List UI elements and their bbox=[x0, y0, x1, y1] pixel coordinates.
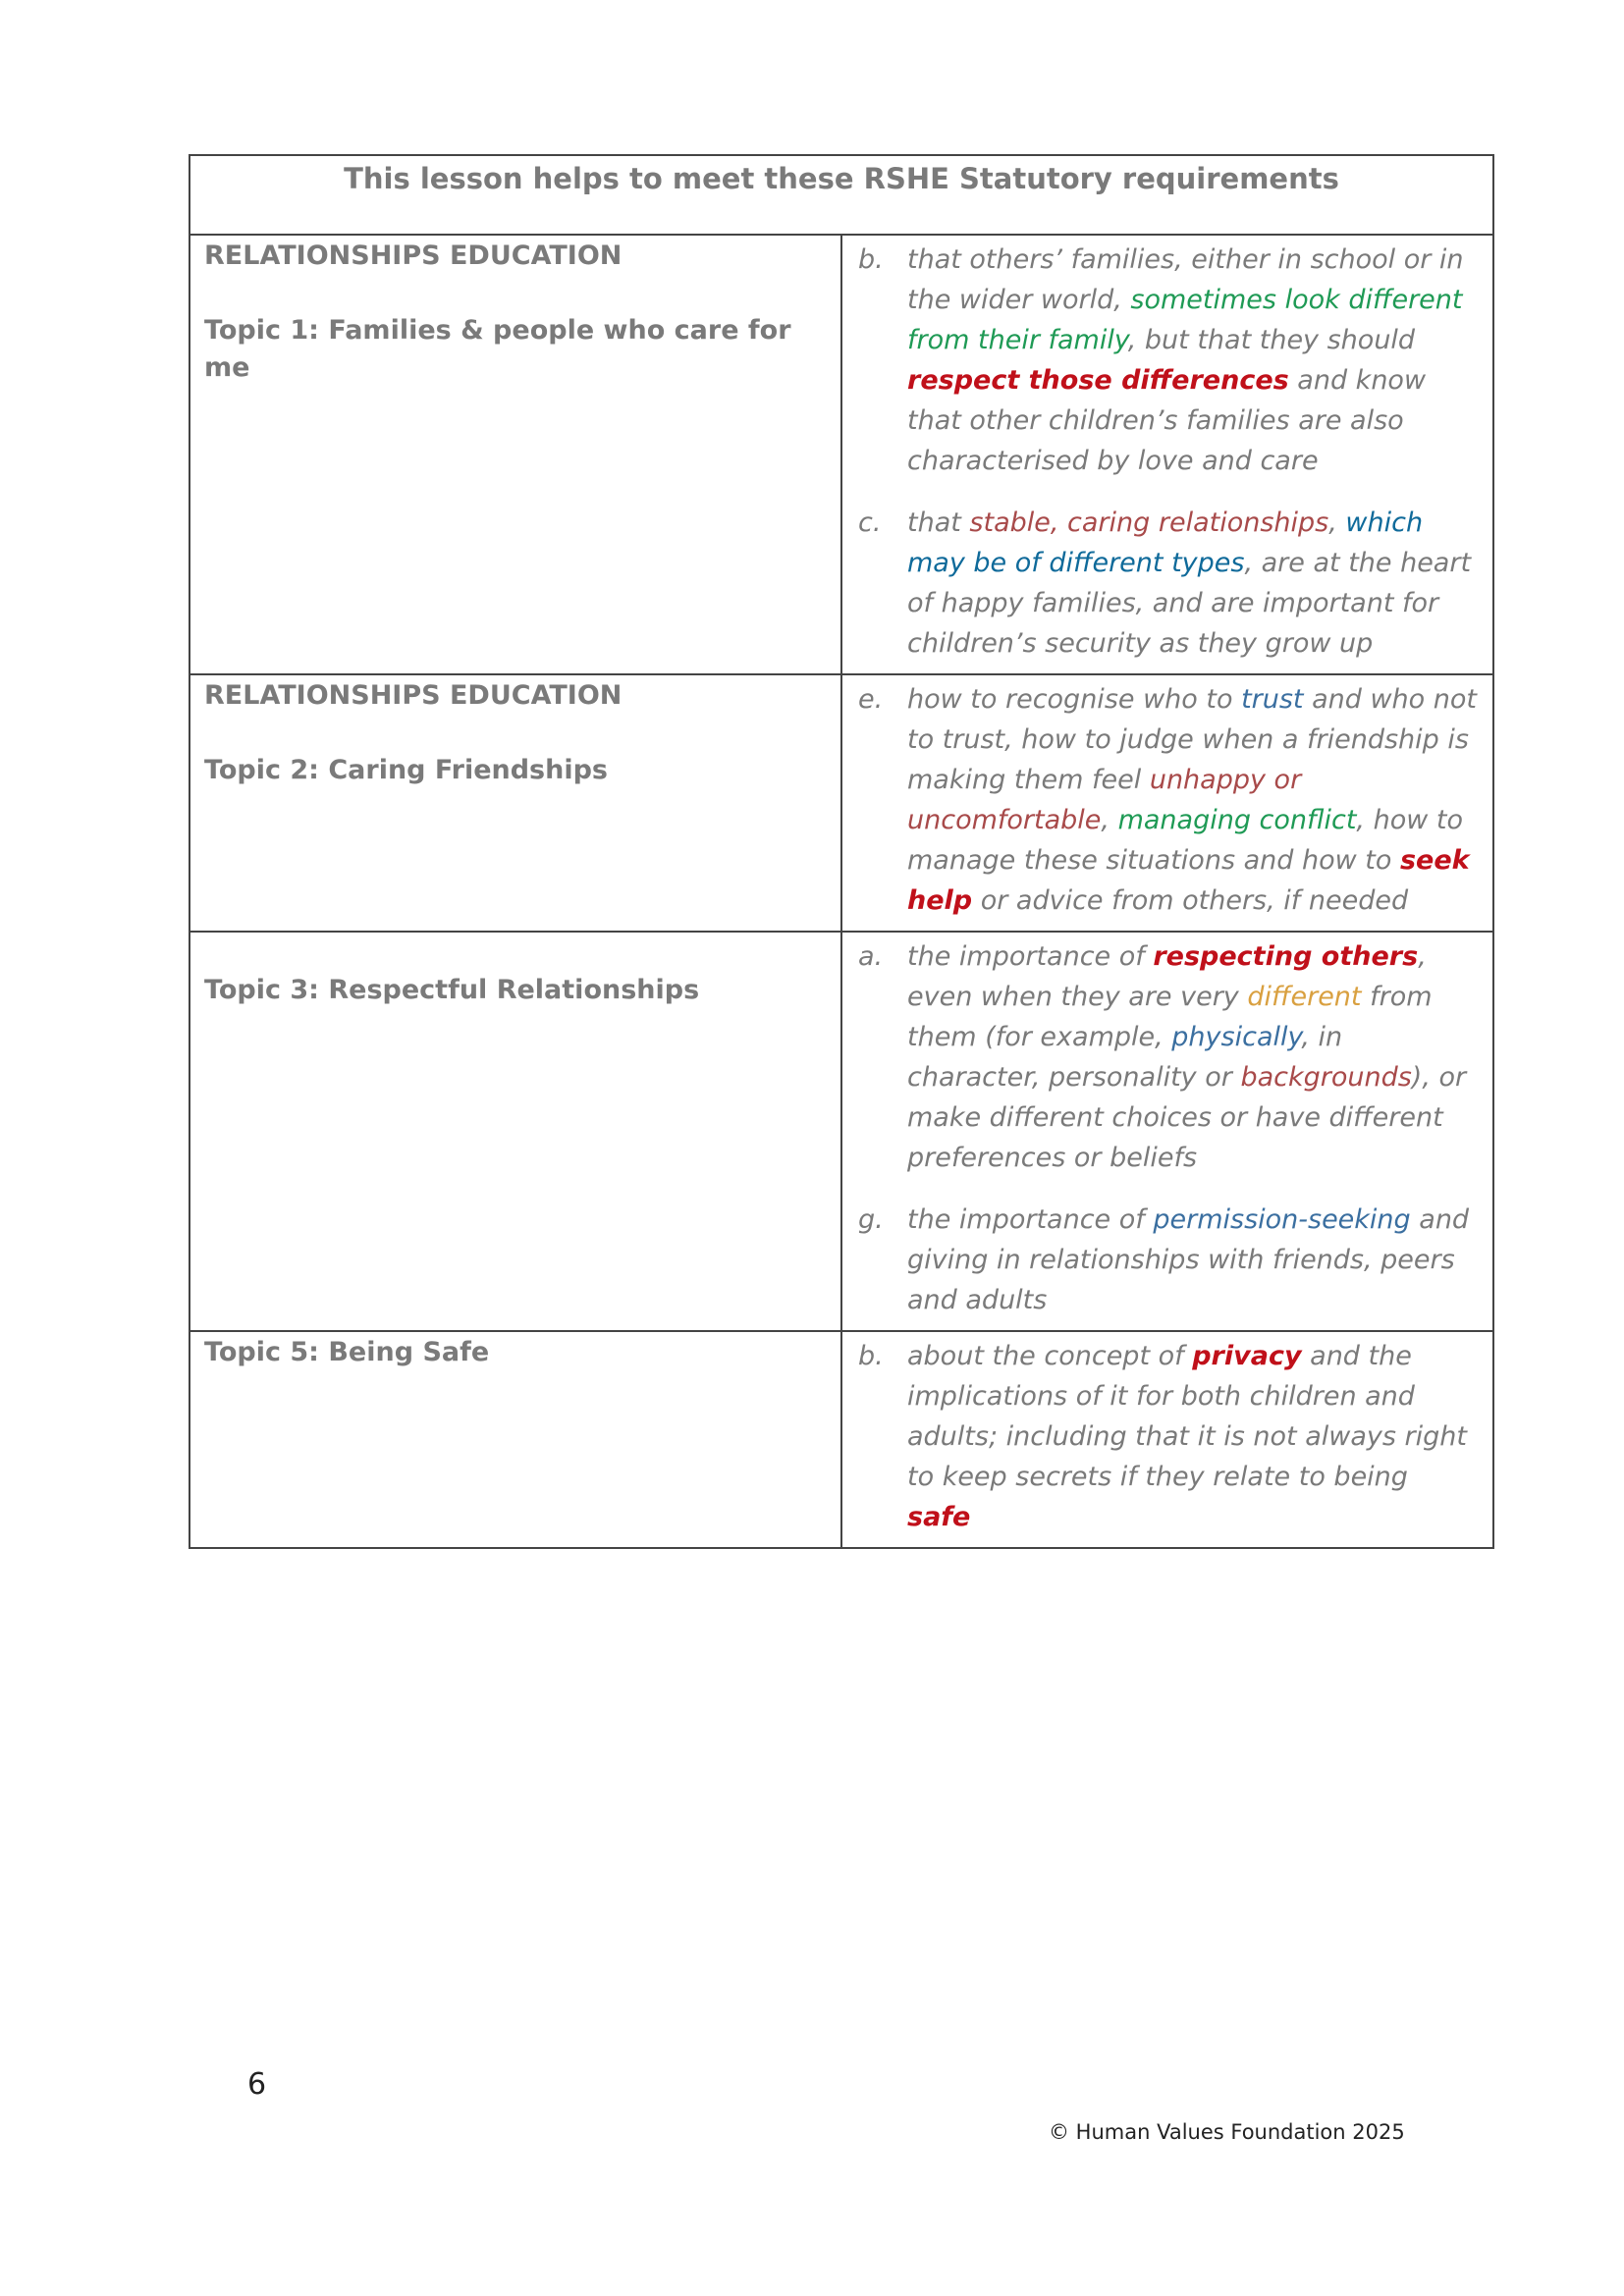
plain-text: , in character, personality or bbox=[907, 1022, 1343, 1093]
highlighted-phrase: backgrounds bbox=[1240, 1062, 1412, 1093]
plain-text: , bbox=[1101, 805, 1118, 835]
requirement-item bbox=[856, 936, 1479, 1178]
item-text bbox=[907, 1336, 1479, 1537]
item-letter: b. bbox=[858, 1341, 884, 1371]
copyright-footer: © Human Values Foundation 2025 bbox=[1049, 2120, 1405, 2144]
table-row bbox=[189, 932, 1493, 1331]
topic-cell bbox=[189, 235, 841, 674]
requirement-item bbox=[856, 1200, 1479, 1320]
plain-text: or advice from others, if needed bbox=[972, 885, 1409, 916]
item-text bbox=[907, 240, 1479, 481]
highlighted-phrase: respecting others bbox=[1153, 941, 1419, 972]
plain-text: , how to manage these situations and how to bbox=[907, 805, 1463, 876]
table-title: This lesson helps to meet these RSHE Statutory requirements bbox=[189, 155, 1493, 235]
requirements-cell bbox=[841, 932, 1493, 1331]
requirement-item bbox=[856, 240, 1479, 481]
page-number: 6 bbox=[247, 2067, 267, 2102]
plain-text: how to recognise who to bbox=[907, 684, 1242, 715]
requirements-cell bbox=[841, 674, 1493, 932]
plain-text: ), or make different choices or have different preferences or beliefs bbox=[907, 1062, 1467, 1173]
highlighted-phrase: permission-seeking bbox=[1153, 1204, 1411, 1235]
plain-text: , bbox=[1328, 507, 1346, 538]
plain-text: and who not to trust, how to judge when a friendship is making them feel bbox=[907, 684, 1477, 795]
topic-cell bbox=[189, 932, 841, 1331]
highlighted-phrase: physically bbox=[1171, 1022, 1302, 1052]
plain-text: , even when they are very bbox=[907, 941, 1427, 1012]
highlighted-phrase: respect those differences bbox=[907, 365, 1289, 396]
requirements-cell bbox=[841, 235, 1493, 674]
table-row bbox=[189, 235, 1493, 674]
item-letter: a. bbox=[858, 941, 884, 972]
plain-text: the importance of bbox=[907, 941, 1154, 972]
requirement-item bbox=[856, 503, 1479, 664]
rshe-requirements-table bbox=[189, 154, 1494, 1549]
plain-text: the importance of bbox=[907, 1204, 1154, 1235]
highlighted-phrase: seek help bbox=[907, 845, 1470, 916]
topic-cell bbox=[189, 674, 841, 932]
highlighted-phrase: safe bbox=[907, 1502, 971, 1532]
plain-text: that others’ families, either in school or in the wider world, bbox=[907, 244, 1464, 315]
item-text bbox=[907, 936, 1479, 1178]
item-text bbox=[907, 1200, 1479, 1320]
plain-text: and the implications of it for both children and adults; including that it is not always right to keep secrets if they relate to being bbox=[907, 1341, 1467, 1492]
topic-cell bbox=[189, 1331, 841, 1548]
highlighted-phrase: trust bbox=[1241, 684, 1304, 715]
requirement-item bbox=[856, 679, 1479, 921]
item-letter: e. bbox=[858, 684, 884, 715]
table-row bbox=[189, 1331, 1493, 1548]
plain-text: about the concept of bbox=[907, 1341, 1193, 1371]
highlighted-phrase: unhappy or uncomfortable bbox=[907, 765, 1302, 835]
highlighted-phrase: which may be of different types bbox=[907, 507, 1424, 578]
item-text bbox=[907, 503, 1479, 664]
item-letter: g. bbox=[858, 1204, 884, 1235]
highlighted-phrase: privacy bbox=[1192, 1341, 1302, 1371]
plain-text: from them (for example, bbox=[907, 982, 1433, 1052]
item-letter: c. bbox=[858, 507, 882, 538]
requirements-cell bbox=[841, 1331, 1493, 1548]
plain-text: , but that they should bbox=[1127, 325, 1416, 355]
highlighted-phrase: managing conflict bbox=[1117, 805, 1357, 835]
plain-text: and know that other children’s families are also characterised by love and care bbox=[907, 365, 1427, 476]
plain-text: and giving in relationships with friends, peers and adults bbox=[907, 1204, 1470, 1315]
topic-label: Topic 3: Respectful Relationships bbox=[204, 975, 700, 1005]
item-text bbox=[907, 679, 1479, 921]
requirement-item bbox=[856, 1336, 1479, 1537]
plain-text: , are at the heart of happy families, and are important for children’s security as they grow up bbox=[907, 548, 1472, 659]
highlighted-phrase: different bbox=[1247, 982, 1362, 1012]
topic-label: Topic 5: Being Safe bbox=[204, 1337, 490, 1367]
topic-label: Topic 1: Families & people who care for me bbox=[204, 315, 791, 383]
education-label: RELATIONSHIPS EDUCATION bbox=[204, 240, 623, 271]
education-label: RELATIONSHIPS EDUCATION bbox=[204, 680, 623, 711]
topic-label: Topic 2: Caring Friendships bbox=[204, 755, 608, 785]
highlighted-phrase: sometimes look different from their family bbox=[907, 285, 1463, 355]
table-row bbox=[189, 674, 1493, 932]
item-letter: b. bbox=[858, 244, 884, 275]
highlighted-phrase: stable, caring relationships bbox=[969, 507, 1329, 538]
plain-text: that bbox=[907, 507, 970, 538]
